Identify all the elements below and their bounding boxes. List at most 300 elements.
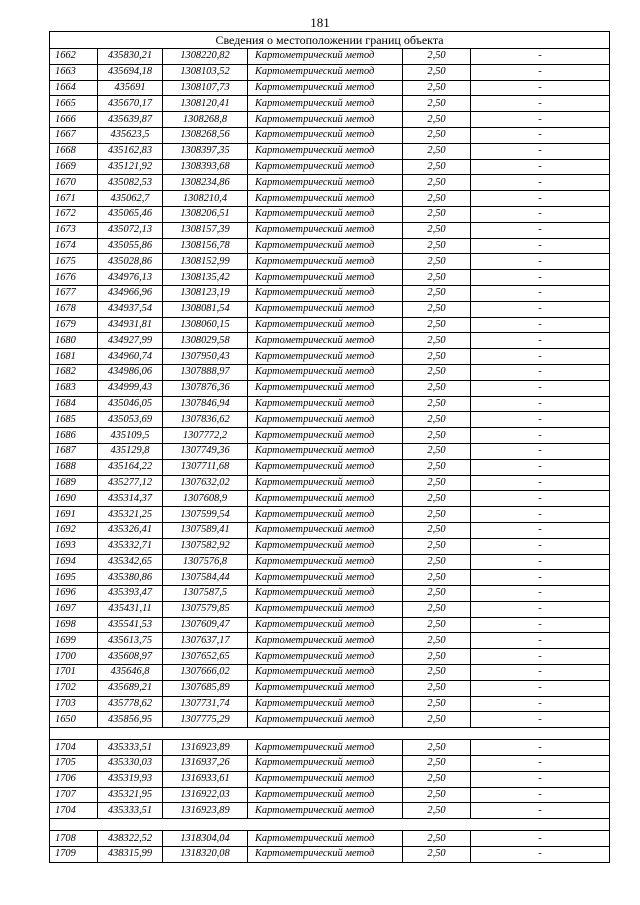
y-coordinate-cell: 1307576,8 [163, 554, 248, 570]
y-coordinate-cell: 1316937,26 [163, 756, 248, 772]
description-cell: - [471, 285, 610, 301]
accuracy-cell: 2,50 [403, 459, 471, 475]
point-number-cell: 1670 [50, 175, 98, 191]
method-cell: Картометрический метод [248, 349, 403, 365]
section-separator-cell [50, 728, 610, 740]
table-row [50, 96, 610, 112]
method-cell: Картометрический метод [248, 696, 403, 712]
table-row [50, 112, 610, 128]
table-row [50, 64, 610, 80]
table-row [50, 270, 610, 286]
table-row [50, 665, 610, 681]
y-coordinate-cell: 1318320,08 [163, 847, 248, 863]
method-cell: Картометрический метод [248, 771, 403, 787]
description-cell: - [471, 522, 610, 538]
accuracy-cell: 2,50 [403, 206, 471, 222]
y-coordinate-cell: 1307587,5 [163, 586, 248, 602]
accuracy-cell: 2,50 [403, 238, 471, 254]
description-cell: - [471, 712, 610, 728]
method-cell: Картометрический метод [248, 554, 403, 570]
y-coordinate-cell: 1316923,89 [163, 740, 248, 756]
section-separator-cell [50, 819, 610, 831]
point-number-cell: 1694 [50, 554, 98, 570]
method-cell: Картометрический метод [248, 222, 403, 238]
table-row [50, 601, 610, 617]
accuracy-cell: 2,50 [403, 270, 471, 286]
accuracy-cell: 2,50 [403, 787, 471, 803]
x-coordinate-cell: 434986,06 [98, 364, 163, 380]
description-cell: - [471, 112, 610, 128]
accuracy-cell: 2,50 [403, 143, 471, 159]
x-coordinate-cell: 435856,95 [98, 712, 163, 728]
point-number-cell: 1693 [50, 538, 98, 554]
accuracy-cell: 2,50 [403, 712, 471, 728]
x-coordinate-cell: 435277,12 [98, 475, 163, 491]
x-coordinate-cell: 435162,83 [98, 143, 163, 159]
point-number-cell: 1678 [50, 301, 98, 317]
description-cell: - [471, 238, 610, 254]
method-cell: Картометрический метод [248, 254, 403, 270]
description-cell: - [471, 696, 610, 712]
y-coordinate-cell: 1308397,35 [163, 143, 248, 159]
method-cell: Картометрический метод [248, 649, 403, 665]
accuracy-cell: 2,50 [403, 254, 471, 270]
point-number-cell: 1684 [50, 396, 98, 412]
table-row [50, 49, 610, 65]
description-cell: - [471, 317, 610, 333]
x-coordinate-cell: 435380,86 [98, 570, 163, 586]
method-cell: Картометрический метод [248, 740, 403, 756]
method-cell: Картометрический метод [248, 112, 403, 128]
y-coordinate-cell: 1308156,78 [163, 238, 248, 254]
y-coordinate-cell: 1308268,8 [163, 112, 248, 128]
x-coordinate-cell: 435319,93 [98, 771, 163, 787]
accuracy-cell: 2,50 [403, 301, 471, 317]
method-cell: Картометрический метод [248, 191, 403, 207]
y-coordinate-cell: 1308210,4 [163, 191, 248, 207]
x-coordinate-cell: 435164,22 [98, 459, 163, 475]
table-row [50, 771, 610, 787]
table-row [50, 396, 610, 412]
method-cell: Картометрический метод [248, 285, 403, 301]
x-coordinate-cell: 438315,99 [98, 847, 163, 863]
x-coordinate-cell: 435608,97 [98, 649, 163, 665]
accuracy-cell: 2,50 [403, 633, 471, 649]
accuracy-cell: 2,50 [403, 127, 471, 143]
x-coordinate-cell: 435332,71 [98, 538, 163, 554]
description-cell: - [471, 459, 610, 475]
y-coordinate-cell: 1308081,54 [163, 301, 248, 317]
point-number-cell: 1665 [50, 96, 98, 112]
point-number-cell: 1701 [50, 665, 98, 681]
y-coordinate-cell: 1307609,47 [163, 617, 248, 633]
y-coordinate-cell: 1318304,04 [163, 831, 248, 847]
method-cell: Картометрический метод [248, 127, 403, 143]
description-cell: - [471, 771, 610, 787]
x-coordinate-cell: 435072,13 [98, 222, 163, 238]
point-number-cell: 1682 [50, 364, 98, 380]
x-coordinate-cell: 435342,65 [98, 554, 163, 570]
y-coordinate-cell: 1307876,36 [163, 380, 248, 396]
page-number: 181 [310, 15, 330, 30]
x-coordinate-cell: 435613,75 [98, 633, 163, 649]
description-cell: - [471, 380, 610, 396]
method-cell: Картометрический метод [248, 507, 403, 523]
point-number-cell: 1674 [50, 238, 98, 254]
x-coordinate-cell: 434931,81 [98, 317, 163, 333]
accuracy-cell: 2,50 [403, 586, 471, 602]
point-number-cell: 1672 [50, 206, 98, 222]
y-coordinate-cell: 1308135,42 [163, 270, 248, 286]
y-coordinate-cell: 1307685,89 [163, 680, 248, 696]
x-coordinate-cell: 435326,41 [98, 522, 163, 538]
accuracy-cell: 2,50 [403, 364, 471, 380]
point-number-cell: 1679 [50, 317, 98, 333]
method-cell: Картометрический метод [248, 787, 403, 803]
y-coordinate-cell: 1316923,89 [163, 803, 248, 819]
description-cell: - [471, 96, 610, 112]
table-row [50, 364, 610, 380]
x-coordinate-cell: 435129,8 [98, 443, 163, 459]
table-row [50, 475, 610, 491]
description-cell: - [471, 175, 610, 191]
y-coordinate-cell: 1307846,94 [163, 396, 248, 412]
y-coordinate-cell: 1307731,74 [163, 696, 248, 712]
method-cell: Картометрический метод [248, 831, 403, 847]
accuracy-cell: 2,50 [403, 554, 471, 570]
table-row [50, 538, 610, 554]
x-coordinate-cell: 434937,54 [98, 301, 163, 317]
point-number-cell: 1707 [50, 787, 98, 803]
accuracy-cell: 2,50 [403, 159, 471, 175]
description-cell: - [471, 127, 610, 143]
method-cell: Картометрический метод [248, 756, 403, 772]
method-cell: Картометрический метод [248, 412, 403, 428]
method-cell: Картометрический метод [248, 680, 403, 696]
method-cell: Картометрический метод [248, 665, 403, 681]
accuracy-cell: 2,50 [403, 665, 471, 681]
y-coordinate-cell: 1308393,68 [163, 159, 248, 175]
accuracy-cell: 2,50 [403, 756, 471, 772]
method-cell: Картометрический метод [248, 712, 403, 728]
y-coordinate-cell: 1307589,41 [163, 522, 248, 538]
point-number-cell: 1677 [50, 285, 98, 301]
method-cell: Картометрический метод [248, 633, 403, 649]
table-row [50, 254, 610, 270]
y-coordinate-cell: 1308157,39 [163, 222, 248, 238]
table-row [50, 175, 610, 191]
table-row [50, 349, 610, 365]
point-number-cell: 1685 [50, 412, 98, 428]
description-cell: - [471, 301, 610, 317]
x-coordinate-cell: 435623,5 [98, 127, 163, 143]
accuracy-cell: 2,50 [403, 64, 471, 80]
description-cell: - [471, 364, 610, 380]
point-number-cell: 1683 [50, 380, 98, 396]
y-coordinate-cell: 1307608,9 [163, 491, 248, 507]
description-cell: - [471, 740, 610, 756]
method-cell: Картометрический метод [248, 803, 403, 819]
method-cell: Картометрический метод [248, 617, 403, 633]
accuracy-cell: 2,50 [403, 396, 471, 412]
x-coordinate-cell: 434976,13 [98, 270, 163, 286]
description-cell: - [471, 787, 610, 803]
table-row [50, 554, 610, 570]
description-cell: - [471, 443, 610, 459]
y-coordinate-cell: 1307579,85 [163, 601, 248, 617]
table-row [50, 143, 610, 159]
point-number-cell: 1704 [50, 803, 98, 819]
point-number-cell: 1667 [50, 127, 98, 143]
table-row [50, 412, 610, 428]
description-cell: - [471, 831, 610, 847]
accuracy-cell: 2,50 [403, 428, 471, 444]
method-cell: Картометрический метод [248, 459, 403, 475]
x-coordinate-cell: 438322,52 [98, 831, 163, 847]
description-cell: - [471, 665, 610, 681]
table-row [50, 459, 610, 475]
description-cell: - [471, 507, 610, 523]
description-cell: - [471, 586, 610, 602]
point-number-cell: 1676 [50, 270, 98, 286]
accuracy-cell: 2,50 [403, 380, 471, 396]
accuracy-cell: 2,50 [403, 491, 471, 507]
accuracy-cell: 2,50 [403, 680, 471, 696]
description-cell: - [471, 64, 610, 80]
point-number-cell: 1671 [50, 191, 98, 207]
y-coordinate-cell: 1307772,2 [163, 428, 248, 444]
method-cell: Картометрический метод [248, 301, 403, 317]
description-cell: - [471, 254, 610, 270]
accuracy-cell: 2,50 [403, 191, 471, 207]
description-cell: - [471, 80, 610, 96]
accuracy-cell: 2,50 [403, 696, 471, 712]
x-coordinate-cell: 435541,53 [98, 617, 163, 633]
method-cell: Картометрический метод [248, 206, 403, 222]
method-cell: Картометрический метод [248, 49, 403, 65]
point-number-cell: 1697 [50, 601, 98, 617]
point-number-cell: 1669 [50, 159, 98, 175]
x-coordinate-cell: 435333,51 [98, 803, 163, 819]
x-coordinate-cell: 435065,46 [98, 206, 163, 222]
description-cell: - [471, 570, 610, 586]
x-coordinate-cell: 435830,21 [98, 49, 163, 65]
table-title: Сведения о местоположении границ объекта [50, 32, 610, 49]
accuracy-cell: 2,50 [403, 831, 471, 847]
accuracy-cell: 2,50 [403, 771, 471, 787]
point-number-cell: 1690 [50, 491, 98, 507]
description-cell: - [471, 491, 610, 507]
description-cell: - [471, 222, 610, 238]
table-row [50, 740, 610, 756]
method-cell: Картометрический метод [248, 96, 403, 112]
y-coordinate-cell: 1308123,19 [163, 285, 248, 301]
point-number-cell: 1663 [50, 64, 98, 80]
method-cell: Картометрический метод [248, 238, 403, 254]
point-number-cell: 1708 [50, 831, 98, 847]
table-row [50, 491, 610, 507]
accuracy-cell: 2,50 [403, 803, 471, 819]
x-coordinate-cell: 435321,25 [98, 507, 163, 523]
table-row [50, 285, 610, 301]
x-coordinate-cell: 435053,69 [98, 412, 163, 428]
point-number-cell: 1691 [50, 507, 98, 523]
y-coordinate-cell: 1308120,41 [163, 96, 248, 112]
method-cell: Картометрический метод [248, 538, 403, 554]
accuracy-cell: 2,50 [403, 649, 471, 665]
point-number-cell: 1695 [50, 570, 98, 586]
table-row [50, 80, 610, 96]
y-coordinate-cell: 1308234,86 [163, 175, 248, 191]
point-number-cell: 1696 [50, 586, 98, 602]
table-row [50, 756, 610, 772]
description-cell: - [471, 333, 610, 349]
point-number-cell: 1702 [50, 680, 98, 696]
point-number-cell: 1698 [50, 617, 98, 633]
table-row [50, 507, 610, 523]
accuracy-cell: 2,50 [403, 538, 471, 554]
table-row [50, 570, 610, 586]
section-separator [50, 819, 610, 831]
section-separator [50, 728, 610, 740]
point-number-cell: 1699 [50, 633, 98, 649]
table-row [50, 333, 610, 349]
method-cell: Картометрический метод [248, 80, 403, 96]
table-row [50, 238, 610, 254]
description-cell: - [471, 49, 610, 65]
table-row [50, 803, 610, 819]
description-cell: - [471, 191, 610, 207]
description-cell: - [471, 649, 610, 665]
y-coordinate-cell: 1307836,62 [163, 412, 248, 428]
method-cell: Картометрический метод [248, 159, 403, 175]
accuracy-cell: 2,50 [403, 80, 471, 96]
table-row [50, 522, 610, 538]
description-cell: - [471, 847, 610, 863]
description-cell: - [471, 206, 610, 222]
point-number-cell: 1705 [50, 756, 98, 772]
x-coordinate-cell: 434927,99 [98, 333, 163, 349]
method-cell: Картометрический метод [248, 570, 403, 586]
description-cell: - [471, 554, 610, 570]
y-coordinate-cell: 1307632,02 [163, 475, 248, 491]
point-number-cell: 1686 [50, 428, 98, 444]
table-row [50, 317, 610, 333]
accuracy-cell: 2,50 [403, 96, 471, 112]
x-coordinate-cell: 435646,8 [98, 665, 163, 681]
x-coordinate-cell: 435330,03 [98, 756, 163, 772]
description-cell: - [471, 412, 610, 428]
description-cell: - [471, 803, 610, 819]
y-coordinate-cell: 1307711,68 [163, 459, 248, 475]
table-row [50, 847, 610, 863]
table-row [50, 680, 610, 696]
accuracy-cell: 2,50 [403, 333, 471, 349]
accuracy-cell: 2,50 [403, 740, 471, 756]
description-cell: - [471, 428, 610, 444]
y-coordinate-cell: 1308107,73 [163, 80, 248, 96]
table-row [50, 222, 610, 238]
y-coordinate-cell: 1307666,02 [163, 665, 248, 681]
description-cell: - [471, 396, 610, 412]
y-coordinate-cell: 1307652,65 [163, 649, 248, 665]
y-coordinate-cell: 1308152,99 [163, 254, 248, 270]
x-coordinate-cell: 435321,95 [98, 787, 163, 803]
method-cell: Картометрический метод [248, 317, 403, 333]
table-row [50, 159, 610, 175]
method-cell: Картометрический метод [248, 522, 403, 538]
method-cell: Картометрический метод [248, 380, 403, 396]
accuracy-cell: 2,50 [403, 49, 471, 65]
accuracy-cell: 2,50 [403, 570, 471, 586]
x-coordinate-cell: 435028,86 [98, 254, 163, 270]
x-coordinate-cell: 435046,05 [98, 396, 163, 412]
description-cell: - [471, 143, 610, 159]
point-number-cell: 1688 [50, 459, 98, 475]
description-cell: - [471, 538, 610, 554]
table-row [50, 633, 610, 649]
y-coordinate-cell: 1307637,17 [163, 633, 248, 649]
y-coordinate-cell: 1308206,51 [163, 206, 248, 222]
x-coordinate-cell: 435055,86 [98, 238, 163, 254]
accuracy-cell: 2,50 [403, 112, 471, 128]
x-coordinate-cell: 435639,87 [98, 112, 163, 128]
method-cell: Картометрический метод [248, 475, 403, 491]
y-coordinate-cell: 1308103,52 [163, 64, 248, 80]
method-cell: Картометрический метод [248, 847, 403, 863]
accuracy-cell: 2,50 [403, 507, 471, 523]
x-coordinate-cell: 435670,17 [98, 96, 163, 112]
point-number-cell: 1709 [50, 847, 98, 863]
accuracy-cell: 2,50 [403, 175, 471, 191]
y-coordinate-cell: 1307775,29 [163, 712, 248, 728]
accuracy-cell: 2,50 [403, 443, 471, 459]
point-number-cell: 1706 [50, 771, 98, 787]
point-number-cell: 1666 [50, 112, 98, 128]
description-cell: - [471, 617, 610, 633]
y-coordinate-cell: 1307599,54 [163, 507, 248, 523]
table-row [50, 191, 610, 207]
x-coordinate-cell: 435082,53 [98, 175, 163, 191]
y-coordinate-cell: 1307749,36 [163, 443, 248, 459]
description-cell: - [471, 756, 610, 772]
accuracy-cell: 2,50 [403, 222, 471, 238]
accuracy-cell: 2,50 [403, 522, 471, 538]
x-coordinate-cell: 435393,47 [98, 586, 163, 602]
method-cell: Картометрический метод [248, 586, 403, 602]
description-cell: - [471, 601, 610, 617]
method-cell: Картометрический метод [248, 270, 403, 286]
y-coordinate-cell: 1308220,82 [163, 49, 248, 65]
table-row [50, 428, 610, 444]
accuracy-cell: 2,50 [403, 349, 471, 365]
table-row [50, 127, 610, 143]
accuracy-cell: 2,50 [403, 847, 471, 863]
point-number-cell: 1703 [50, 696, 98, 712]
table-row [50, 301, 610, 317]
y-coordinate-cell: 1307888,97 [163, 364, 248, 380]
accuracy-cell: 2,50 [403, 317, 471, 333]
boundary-coordinates-table [49, 31, 610, 863]
x-coordinate-cell: 435778,62 [98, 696, 163, 712]
accuracy-cell: 2,50 [403, 412, 471, 428]
method-cell: Картометрический метод [248, 491, 403, 507]
x-coordinate-cell: 435694,18 [98, 64, 163, 80]
table-row [50, 206, 610, 222]
x-coordinate-cell: 434999,43 [98, 380, 163, 396]
y-coordinate-cell: 1307950,43 [163, 349, 248, 365]
table-row [50, 787, 610, 803]
